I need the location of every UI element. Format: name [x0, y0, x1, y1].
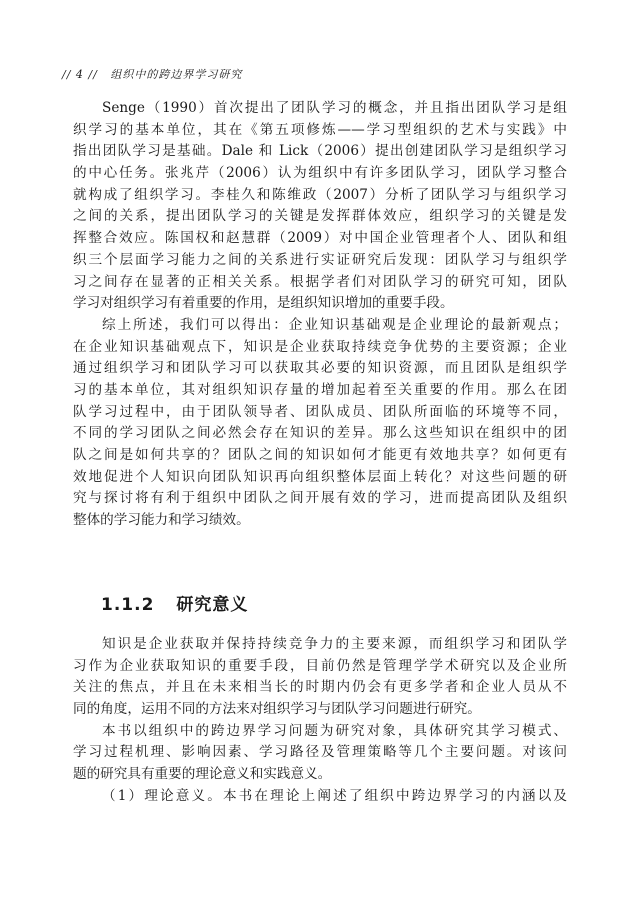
- section-title: 研究意义: [176, 595, 249, 615]
- text-line: 题的研究具有重要的理论意义和实践意义。: [73, 766, 332, 783]
- text-line: 在企业知识基础观点下，知识是企业获取持续竞争优势的主要资源；企业: [73, 338, 567, 355]
- text-line: 习作为企业获取知识的重要手段，目前仍然是管理学学术研究以及企业所: [73, 657, 567, 674]
- body-text-block-2: [73, 634, 567, 808]
- text-line: 综上所述，我们可以得出：企业知识基础观是企业理论的最新观点；: [102, 316, 567, 333]
- text-line: Senge（1990）首次提出了团队学习的概念，并且指出团队学习是组: [102, 100, 567, 116]
- text-line: 学习对组织学习有着重要的作用，是组织知识增加的重要手段。: [73, 295, 454, 312]
- text-line: 挥整合效应。陈国权和赵慧群（2009）对中国企业管理者个人、团队和组: [73, 230, 567, 247]
- text-line: 知识是企业获取并保持持续竞争力的主要来源，而组织学习和团队学: [102, 636, 567, 652]
- text-line: 织学习的基本单位，其在《第五项修炼——学习型组织的艺术与实践》中: [73, 121, 567, 138]
- text-line: 队之间是如何共享的？团队之间的知识如何才能更有效地共享？如何更有: [73, 447, 567, 463]
- text-line: 之间的关系，提出团队学习的关键是发挥群体效应，组织学习的关键是发: [73, 208, 567, 225]
- section-number: 1.1.2: [101, 595, 155, 615]
- text-line: 就构成了组织学习。李桂久和陈维政（2007）分析了团队学习与组织学习: [73, 186, 567, 203]
- text-line: 不同的学习团队之间必然会存在知识的差异。那么这些知识在组织中的团: [73, 425, 567, 442]
- text-line: 队学习过程中，由于团队领导者、团队成员、团队所面临的环境等不同，: [73, 403, 567, 420]
- text-line: 学习过程机理、影响因素、学习路径及管理策略等几个主要问题。对该问: [73, 744, 567, 761]
- text-line: 究与探讨将有利于组织中团队之间开展有效的学习，进而提高团队及组织: [73, 490, 567, 507]
- text-line: 织三个层面学习能力之间的关系进行实证研究后发现：团队学习与组织学: [73, 251, 567, 268]
- book-title: 组织中的跨边界学习研究: [110, 68, 243, 81]
- text-line: 通过组织学习和团队学习可以获取其必要的知识资源，而且团队是组织学: [73, 360, 567, 377]
- text-line: （1）理论意义。本书在理论上阐述了组织中跨边界学习的内涵以及: [102, 787, 567, 804]
- text-line: 指出团队学习是基础。Dale 和 Lick（2006）提出创建团队学习是组织学习: [73, 143, 567, 160]
- body-text-block-1: [73, 98, 567, 532]
- section-heading: [101, 590, 248, 615]
- text-line: 整体的学习能力和学习绩效。: [73, 512, 250, 529]
- page-number: // 4 //: [62, 68, 98, 81]
- text-line: 效地促进个人知识向团队知识再向组织整体层面上转化？对这些问题的研: [73, 468, 567, 485]
- text-line: 习之间存在显著的正相关关系。根据学者们对团队学习的研究可知，团队: [73, 273, 567, 290]
- text-line: 的中心任务。张兆芹（2006）认为组织中有许多团队学习，团队学习整合: [73, 165, 567, 182]
- text-line: 本书以组织中的跨边界学习问题为研究对象，具体研究其学习模式、: [102, 722, 567, 739]
- running-header: [62, 66, 242, 82]
- text-line: 习的基本单位，其对组织知识存量的增加起着至关重要的作用。那么在团: [73, 381, 567, 398]
- text-line: 关注的焦点，并且在未来相当长的时期内仍会有更多学者和企业人员从不: [73, 679, 567, 696]
- text-line: 同的角度，运用不同的方法来对组织学习与团队学习问题进行研究。: [73, 701, 481, 718]
